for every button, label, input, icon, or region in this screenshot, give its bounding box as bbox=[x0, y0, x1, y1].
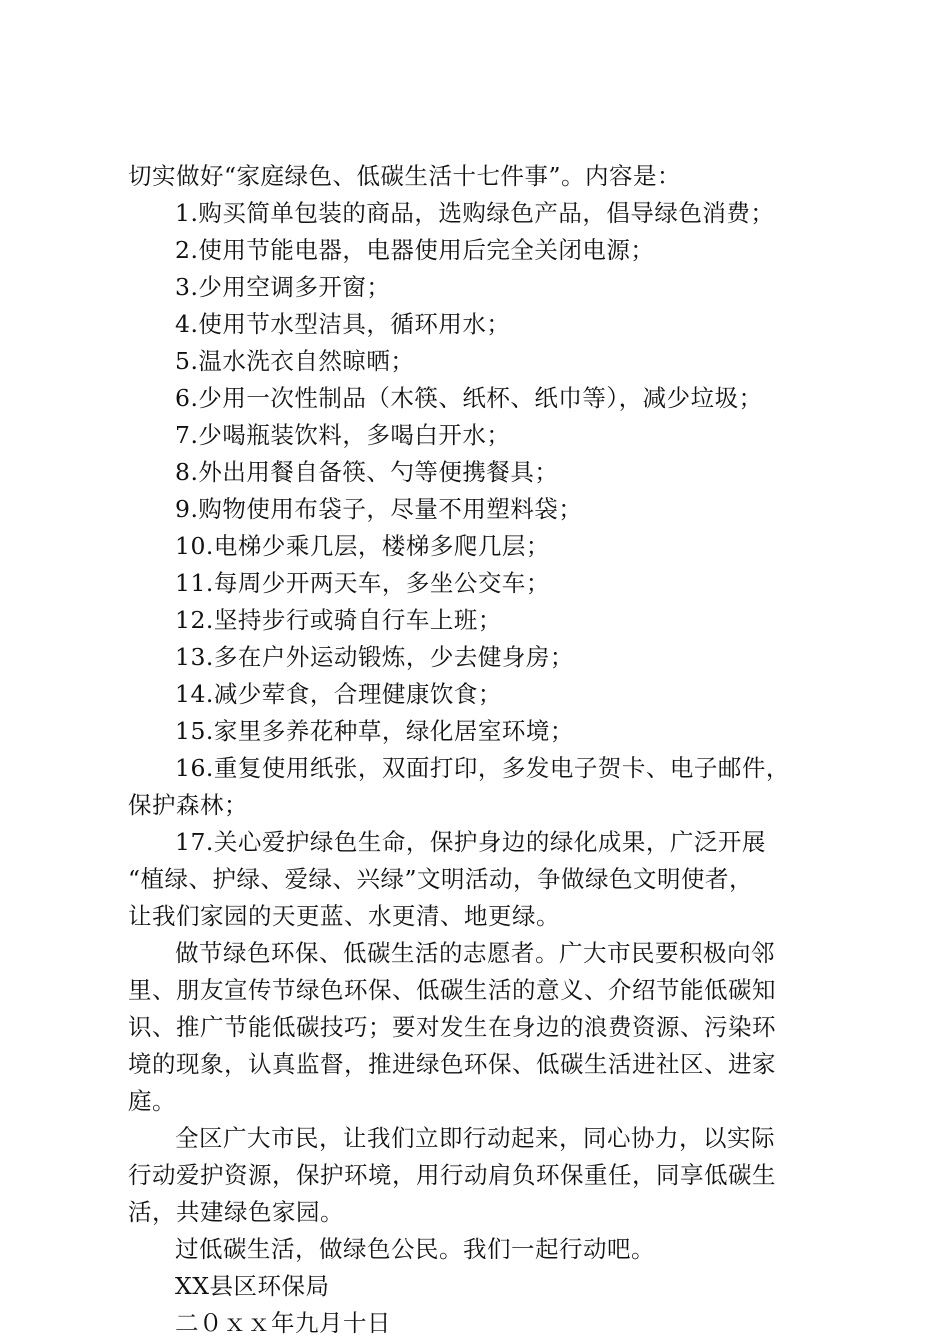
list-item-11: 11.每周少开两天车，多坐公交车； bbox=[175, 569, 550, 597]
slogan-line: 过低碳生活，做绿色公民。我们一起行动吧。 bbox=[175, 1235, 655, 1263]
list-item-3: 3.少用空调多开窗； bbox=[175, 273, 391, 301]
list-item-7: 7.少喝瓶装饮料，多喝白开水； bbox=[175, 421, 511, 449]
list-item-8: 8.外出用餐自备筷、勺等便携餐具； bbox=[175, 458, 559, 486]
list-item-2: 2.使用节能电器，电器使用后完全关闭电源； bbox=[175, 236, 655, 264]
call-paragraph-line-3: 活，共建绿色家园。 bbox=[128, 1198, 344, 1226]
list-item-17-line-1: 17.关心爱护绿色生命，保护身边的绿化成果，广泛开展 bbox=[175, 828, 766, 856]
intro-line: 切实做好“家庭绿色、低碳生活十七件事”。内容是： bbox=[128, 162, 682, 190]
list-item-5: 5.温水洗衣自然晾晒； bbox=[175, 347, 415, 375]
list-item-17-line-3: 让我们家园的天更蓝、水更清、地更绿。 bbox=[128, 902, 560, 930]
list-item-17-line-2: “植绿、护绿、爱绿、兴绿”文明活动，争做绿色文明使者， bbox=[128, 865, 754, 893]
list-item-14: 14.减少荤食，合理健康饮食； bbox=[175, 680, 502, 708]
volunteer-paragraph-line-3: 识、推广节能低碳技巧；要对发生在身边的浪费资源、污染环 bbox=[128, 1013, 776, 1041]
list-item-16-line-2: 保护森林； bbox=[128, 791, 248, 819]
call-paragraph-line-1: 全区广大市民，让我们立即行动起来，同心协力，以实际 bbox=[175, 1124, 775, 1152]
list-item-13: 13.多在户外运动锻炼，少去健身房； bbox=[175, 643, 574, 671]
volunteer-paragraph-line-4: 境的现象，认真监督，推进绿色环保、低碳生活进社区、进家 bbox=[128, 1050, 776, 1078]
list-item-9: 9.购物使用布袋子，尽量不用塑料袋； bbox=[175, 495, 583, 523]
call-paragraph-line-2: 行动爱护资源，保护环境，用行动肩负环保重任，同享低碳生 bbox=[128, 1161, 776, 1189]
list-item-12: 12.坚持步行或骑自行车上班； bbox=[175, 606, 502, 634]
volunteer-paragraph-line-1: 做节绿色环保、低碳生活的志愿者。广大市民要积极向邻 bbox=[175, 939, 775, 967]
document-body bbox=[128, 158, 828, 1342]
list-item-6: 6.少用一次性制品（木筷、纸杯、纸巾等），减少垃圾； bbox=[175, 384, 763, 412]
list-item-1: 1.购买简单包装的商品，选购绿色产品，倡导绿色消费； bbox=[175, 199, 775, 227]
volunteer-paragraph-line-2: 里、朋友宣传节绿色环保、低碳生活的意义、介绍节能低碳知 bbox=[128, 976, 776, 1004]
list-item-16-line-1: 16.重复使用纸张，双面打印，多发电子贺卡、电子邮件， bbox=[175, 754, 790, 782]
signature-line: XX县区环保局 bbox=[175, 1272, 330, 1300]
list-item-4: 4.使用节水型洁具，循环用水； bbox=[175, 310, 511, 338]
list-item-10: 10.电梯少乘几层，楼梯多爬几层； bbox=[175, 532, 550, 560]
volunteer-paragraph-line-5: 庭。 bbox=[128, 1087, 176, 1115]
list-item-15: 15.家里多养花种草，绿化居室环境； bbox=[175, 717, 574, 745]
date-line: 二０ｘｘ年九月十日 bbox=[175, 1309, 391, 1337]
